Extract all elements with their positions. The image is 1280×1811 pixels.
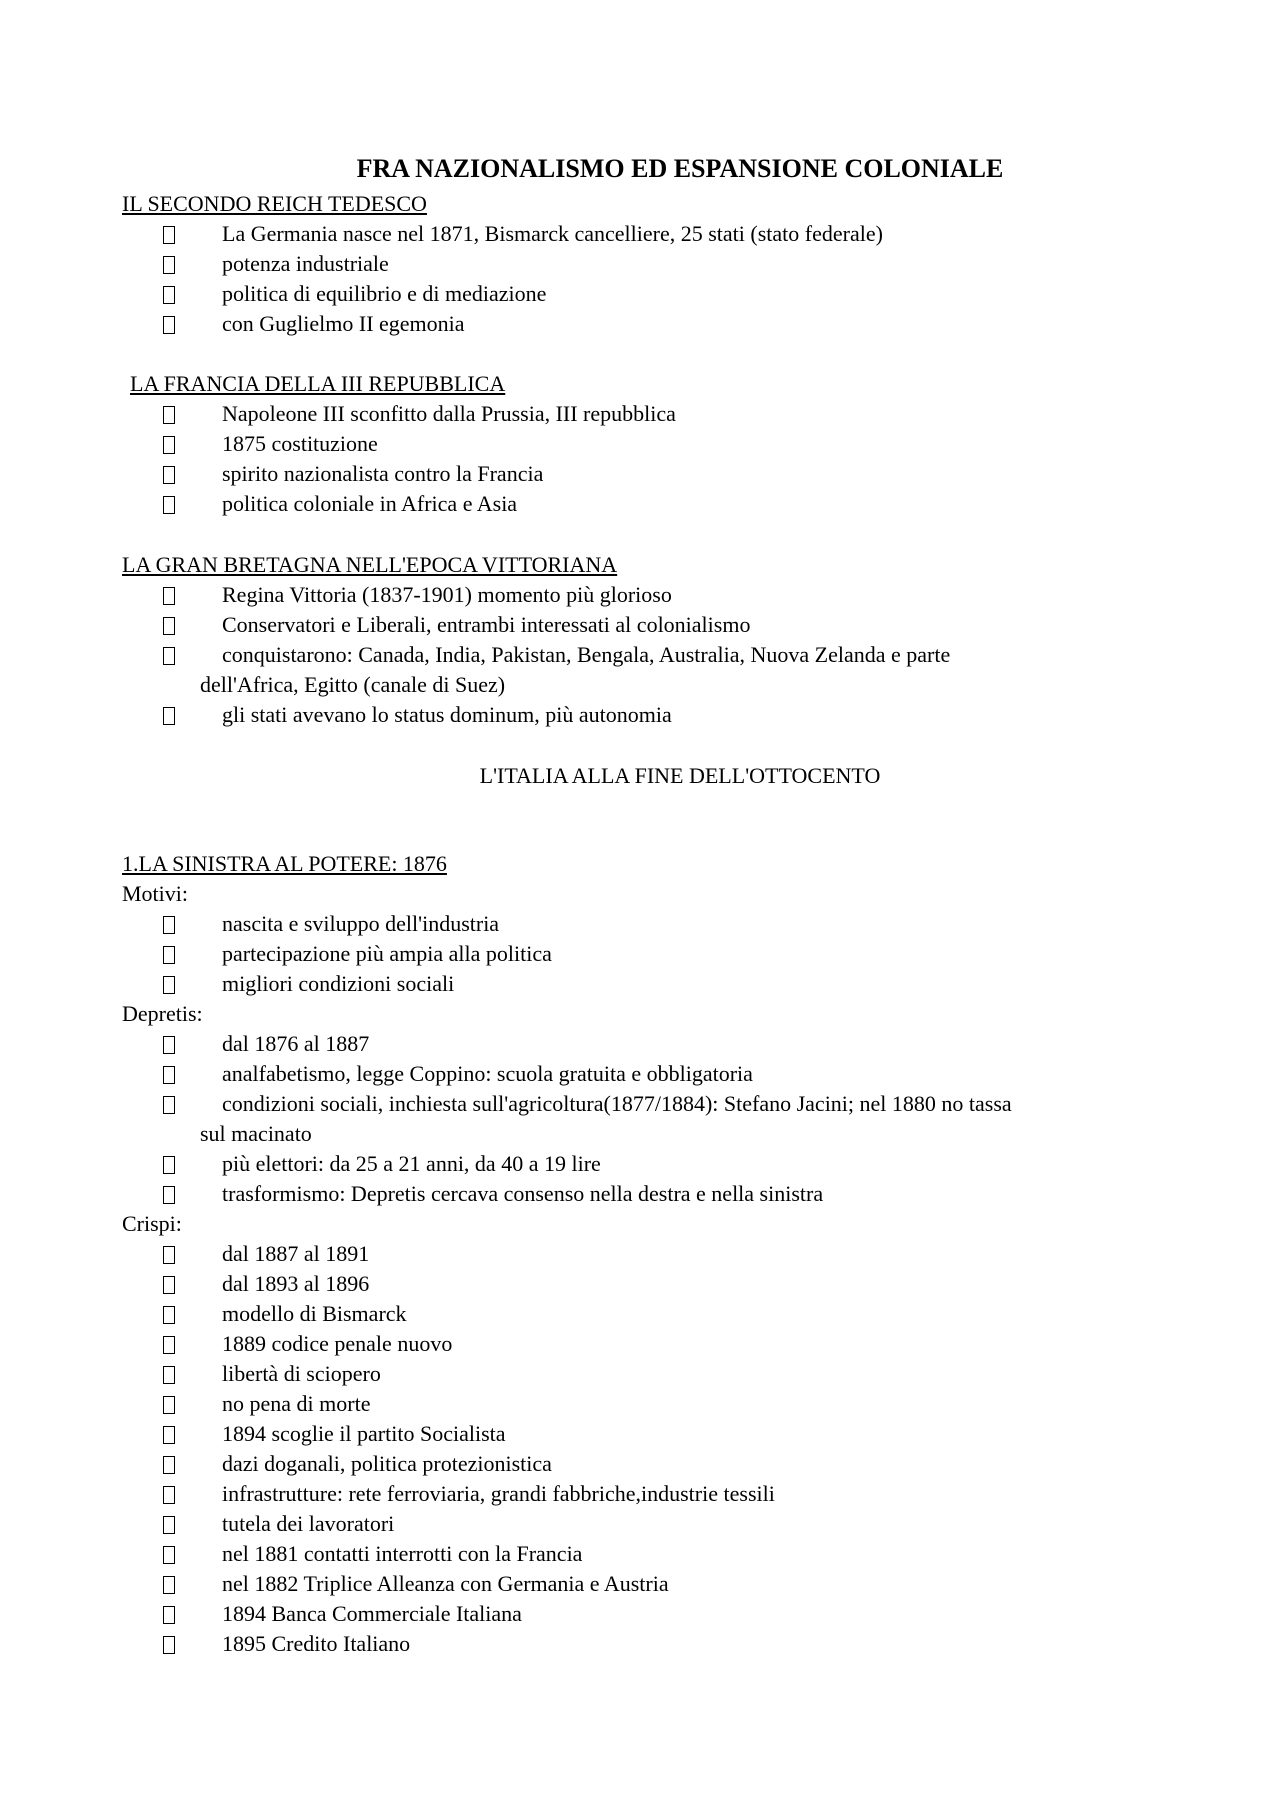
list-item: politica di equilibrio e di mediazione bbox=[122, 279, 1182, 309]
bullet-list bbox=[122, 219, 1182, 339]
checkbox-bullet-icon bbox=[163, 707, 175, 725]
checkbox-bullet-icon bbox=[163, 1036, 175, 1054]
checkbox-bullet-icon bbox=[163, 976, 175, 994]
list-item: conquistarono: Canada, India, Pakistan, Bengala, Australia, Nuova Zelanda e parte dell'Africa, Egitto (canale di Suez) bbox=[122, 640, 1182, 700]
section-heading: LA GRAN BRETAGNA NELL'EPOCA VITTORIANA bbox=[122, 552, 618, 577]
depretis-list bbox=[122, 1029, 1182, 1209]
bullet-list bbox=[122, 399, 1182, 519]
list-item: dazi doganali, politica protezionistica bbox=[122, 1449, 1182, 1479]
checkbox-bullet-icon bbox=[163, 1486, 175, 1504]
checkbox-bullet-icon bbox=[163, 256, 175, 274]
section-francia bbox=[122, 369, 1182, 519]
section-heading: IL SECONDO REICH TEDESCO bbox=[122, 191, 427, 216]
list-item: 1875 costituzione bbox=[122, 429, 1182, 459]
list-item: potenza industriale bbox=[122, 249, 1182, 279]
checkbox-bullet-icon bbox=[163, 1066, 175, 1084]
checkbox-bullet-icon bbox=[163, 1456, 175, 1474]
checkbox-bullet-icon bbox=[163, 1276, 175, 1294]
checkbox-bullet-icon bbox=[163, 436, 175, 454]
list-item: La Germania nasce nel 1871, Bismarck cancelliere, 25 stati (stato federale) bbox=[122, 219, 1182, 249]
list-item: dal 1887 al 1891 bbox=[122, 1239, 1182, 1269]
checkbox-bullet-icon bbox=[163, 1636, 175, 1654]
list-item: nascita e sviluppo dell'industria bbox=[122, 909, 1182, 939]
checkbox-bullet-icon bbox=[163, 1096, 175, 1114]
list-item: Regina Vittoria (1837-1901) momento più glorioso bbox=[122, 580, 1182, 610]
section-gran-bretagna bbox=[122, 550, 1182, 730]
checkbox-bullet-icon bbox=[163, 916, 175, 934]
checkbox-bullet-icon bbox=[163, 1396, 175, 1414]
list-item: spirito nazionalista contro la Francia bbox=[122, 459, 1182, 489]
list-item: migliori condizioni sociali bbox=[122, 969, 1182, 999]
checkbox-bullet-icon bbox=[163, 1426, 175, 1444]
section-heading-italia: L'ITALIA ALLA FINE DELL'OTTOCENTO bbox=[479, 763, 881, 788]
section-heading: 1.LA SINISTRA AL POTERE: 1876 bbox=[122, 851, 447, 876]
checkbox-bullet-icon bbox=[163, 316, 175, 334]
crispi-list bbox=[122, 1239, 1182, 1659]
list-item: condizioni sociali, inchiesta sull'agricoltura(1877/1884): Stefano Jacini; nel 1880 no tassa sul macinato bbox=[122, 1089, 1182, 1149]
list-item: Napoleone III sconfitto dalla Prussia, III repubblica bbox=[122, 399, 1182, 429]
checkbox-bullet-icon bbox=[163, 406, 175, 424]
checkbox-bullet-icon bbox=[163, 1156, 175, 1174]
checkbox-bullet-icon bbox=[163, 1246, 175, 1264]
list-item: analfabetismo, legge Coppino: scuola gratuita e obbligatoria bbox=[122, 1059, 1182, 1089]
checkbox-bullet-icon bbox=[163, 1186, 175, 1204]
checkbox-bullet-icon bbox=[163, 617, 175, 635]
crispi-label: Crispi: bbox=[122, 1211, 182, 1236]
list-item: dal 1893 al 1896 bbox=[122, 1269, 1182, 1299]
section-reich bbox=[122, 189, 1182, 339]
section-heading: LA FRANCIA DELLA III REPUBBLICA bbox=[130, 371, 506, 396]
checkbox-bullet-icon bbox=[163, 1306, 175, 1324]
checkbox-bullet-icon bbox=[163, 1336, 175, 1354]
depretis-label: Depretis: bbox=[122, 1001, 203, 1026]
section-sinistra bbox=[122, 849, 1182, 1659]
list-item: nel 1882 Triplice Alleanza con Germania e Austria bbox=[122, 1569, 1182, 1599]
checkbox-bullet-icon bbox=[163, 647, 175, 665]
list-item: con Guglielmo II egemonia bbox=[122, 309, 1182, 339]
list-item: partecipazione più ampia alla politica bbox=[122, 939, 1182, 969]
checkbox-bullet-icon bbox=[163, 587, 175, 605]
checkbox-bullet-icon bbox=[163, 946, 175, 964]
bullet-list bbox=[122, 580, 1182, 730]
list-item: Conservatori e Liberali, entrambi interessati al colonialismo bbox=[122, 610, 1182, 640]
list-item: 1894 scoglie il partito Socialista bbox=[122, 1419, 1182, 1449]
checkbox-bullet-icon bbox=[163, 1516, 175, 1534]
motivi-label: Motivi: bbox=[122, 881, 189, 906]
list-item: tutela dei lavoratori bbox=[122, 1509, 1182, 1539]
list-item: politica coloniale in Africa e Asia bbox=[122, 489, 1182, 519]
motivi-list bbox=[122, 909, 1182, 999]
list-item: nel 1881 contatti interrotti con la Francia bbox=[122, 1539, 1182, 1569]
checkbox-bullet-icon bbox=[163, 1366, 175, 1384]
checkbox-bullet-icon bbox=[163, 226, 175, 244]
list-item: 1895 Credito Italiano bbox=[122, 1629, 1182, 1659]
checkbox-bullet-icon bbox=[163, 1576, 175, 1594]
list-item: più elettori: da 25 a 21 anni, da 40 a 19 lire bbox=[122, 1149, 1182, 1179]
list-item: 1889 codice penale nuovo bbox=[122, 1329, 1182, 1359]
list-item: libertà di sciopero bbox=[122, 1359, 1182, 1389]
checkbox-bullet-icon bbox=[163, 286, 175, 304]
list-item: gli stati avevano lo status dominum, più autonomia bbox=[122, 700, 1182, 730]
checkbox-bullet-icon bbox=[163, 496, 175, 514]
list-item: trasformismo: Depretis cercava consenso nella destra e nella sinistra bbox=[122, 1179, 1182, 1209]
list-item: no pena di morte bbox=[122, 1389, 1182, 1419]
list-item: modello di Bismarck bbox=[122, 1299, 1182, 1329]
document-title: FRA NAZIONALISMO ED ESPANSIONE COLONIALE bbox=[356, 154, 1004, 183]
list-item: dal 1876 al 1887 bbox=[122, 1029, 1182, 1059]
checkbox-bullet-icon bbox=[163, 1546, 175, 1564]
checkbox-bullet-icon bbox=[163, 466, 175, 484]
checkbox-bullet-icon bbox=[163, 1606, 175, 1624]
list-item: 1894 Banca Commerciale Italiana bbox=[122, 1599, 1182, 1629]
list-item: infrastrutture: rete ferroviaria, grandi fabbriche,industrie tessili bbox=[122, 1479, 1182, 1509]
